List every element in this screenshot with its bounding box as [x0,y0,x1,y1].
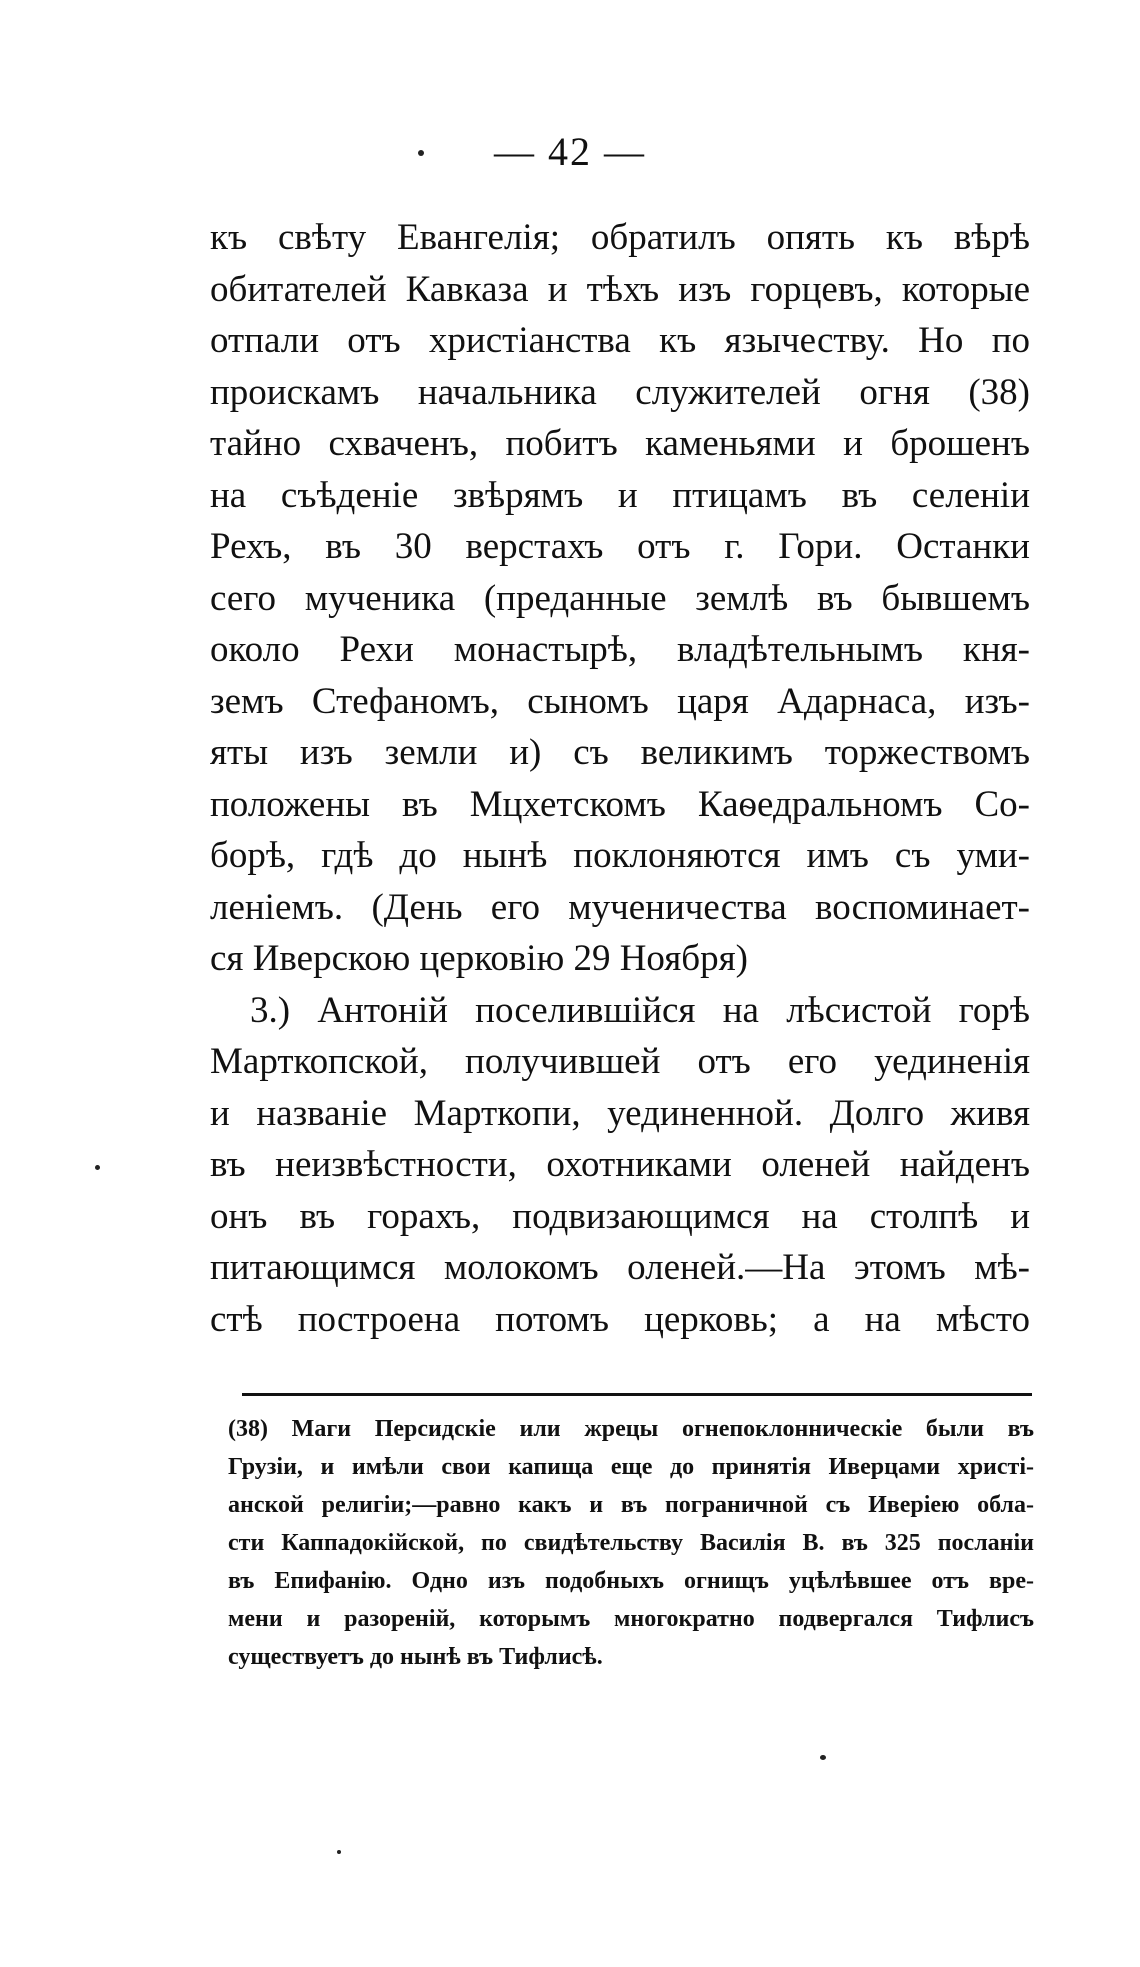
text-line: ся Иверскою церковію 29 Ноября) [210,938,748,979]
paper-speck [418,150,424,156]
text-line: онъ въ горахъ, подвизающимся на столпѣ и [210,1195,1030,1237]
footnote-line: въ Епифанію. Одно изъ подобныхъ огнищъ уцѣлѣвшее отъ вре- [228,1568,1034,1594]
text-line: къ свѣту Евангелія; обратилъ опять къ вѣрѣ [210,217,1030,258]
text-line: стѣ построена потомъ церковь; а на мѣсто [210,1298,1030,1340]
text-line: 3.) Антоній поселившійся на лѣсистой горѣ [250,989,1030,1031]
text-line: тайно схваченъ, побитъ каменьями и брошенъ [210,423,1030,464]
text-line: проискамъ начальника служителей огня (38) [210,371,1030,413]
text-line: на съѣденіе звѣрямъ и птицамъ въ селеніи [210,474,1030,516]
text-line: и названіе Марткопи, уединенной. Долго живя [210,1092,1030,1134]
text-line: яты изъ земли и) съ великимъ торжествомъ [210,732,1030,773]
paper-speck [337,1850,341,1854]
footnote-line: (38) Маги Персидскіе или жрецы огнепоклонническіе были въ [228,1416,1034,1442]
text-line: борѣ, гдѣ до нынѣ поклоняются имъ съ уми- [210,835,1030,876]
text-line: леніемъ. (День его мученичества воспоминает- [210,886,1030,928]
paper-speck [820,1755,826,1760]
footnote-line: анской религіи;—равно какъ и въ пограничной съ Иверіею обла- [228,1492,1034,1518]
text-line: земъ Стефаномъ, сыномъ царя Адарнаса, изъ- [210,680,1030,722]
text-line: около Рехи монастырѣ, владѣтельнымъ кня- [210,629,1030,670]
footnote-line: сти Каппадокійской, по свидѣтельству Василія В. въ 325 посланіи [228,1530,1034,1556]
main-text [210,212,1030,1345]
paper-speck [95,1165,100,1170]
text-line: въ неизвѣстности, охотниками оленей найденъ [210,1144,1030,1185]
text-line: положены въ Мцхетскомъ Каѳедральномъ Со- [210,783,1030,825]
text-line: сего мученика (преданные землѣ въ бывшемъ [210,577,1030,619]
footnote-line: мени и разореній, которымъ многократно подвергался Тифлисъ [228,1606,1034,1632]
text-line: отпали отъ христіанства къ язычеству. Но по [210,320,1030,361]
footnote-line: существуетъ до нынѣ въ Тифлисѣ. [228,1644,603,1670]
text-line: питающимся молокомъ оленей.—На этомъ мѣ- [210,1247,1030,1288]
text-line: Марткопской, получившей отъ его уединенія [210,1041,1030,1082]
footnote-block [228,1410,1034,1676]
footnote-divider [242,1393,1032,1396]
page-number: — 42 — [494,129,646,174]
text-line: обитателей Кавказа и тѣхъ изъ горцевъ, которые [210,268,1030,310]
footnote-line: Грузіи, и имѣли свои капища еще до принятія Иверцами христі- [228,1454,1034,1480]
text-line: Рехъ, въ 30 верстахъ отъ г. Гори. Останки [210,526,1030,567]
